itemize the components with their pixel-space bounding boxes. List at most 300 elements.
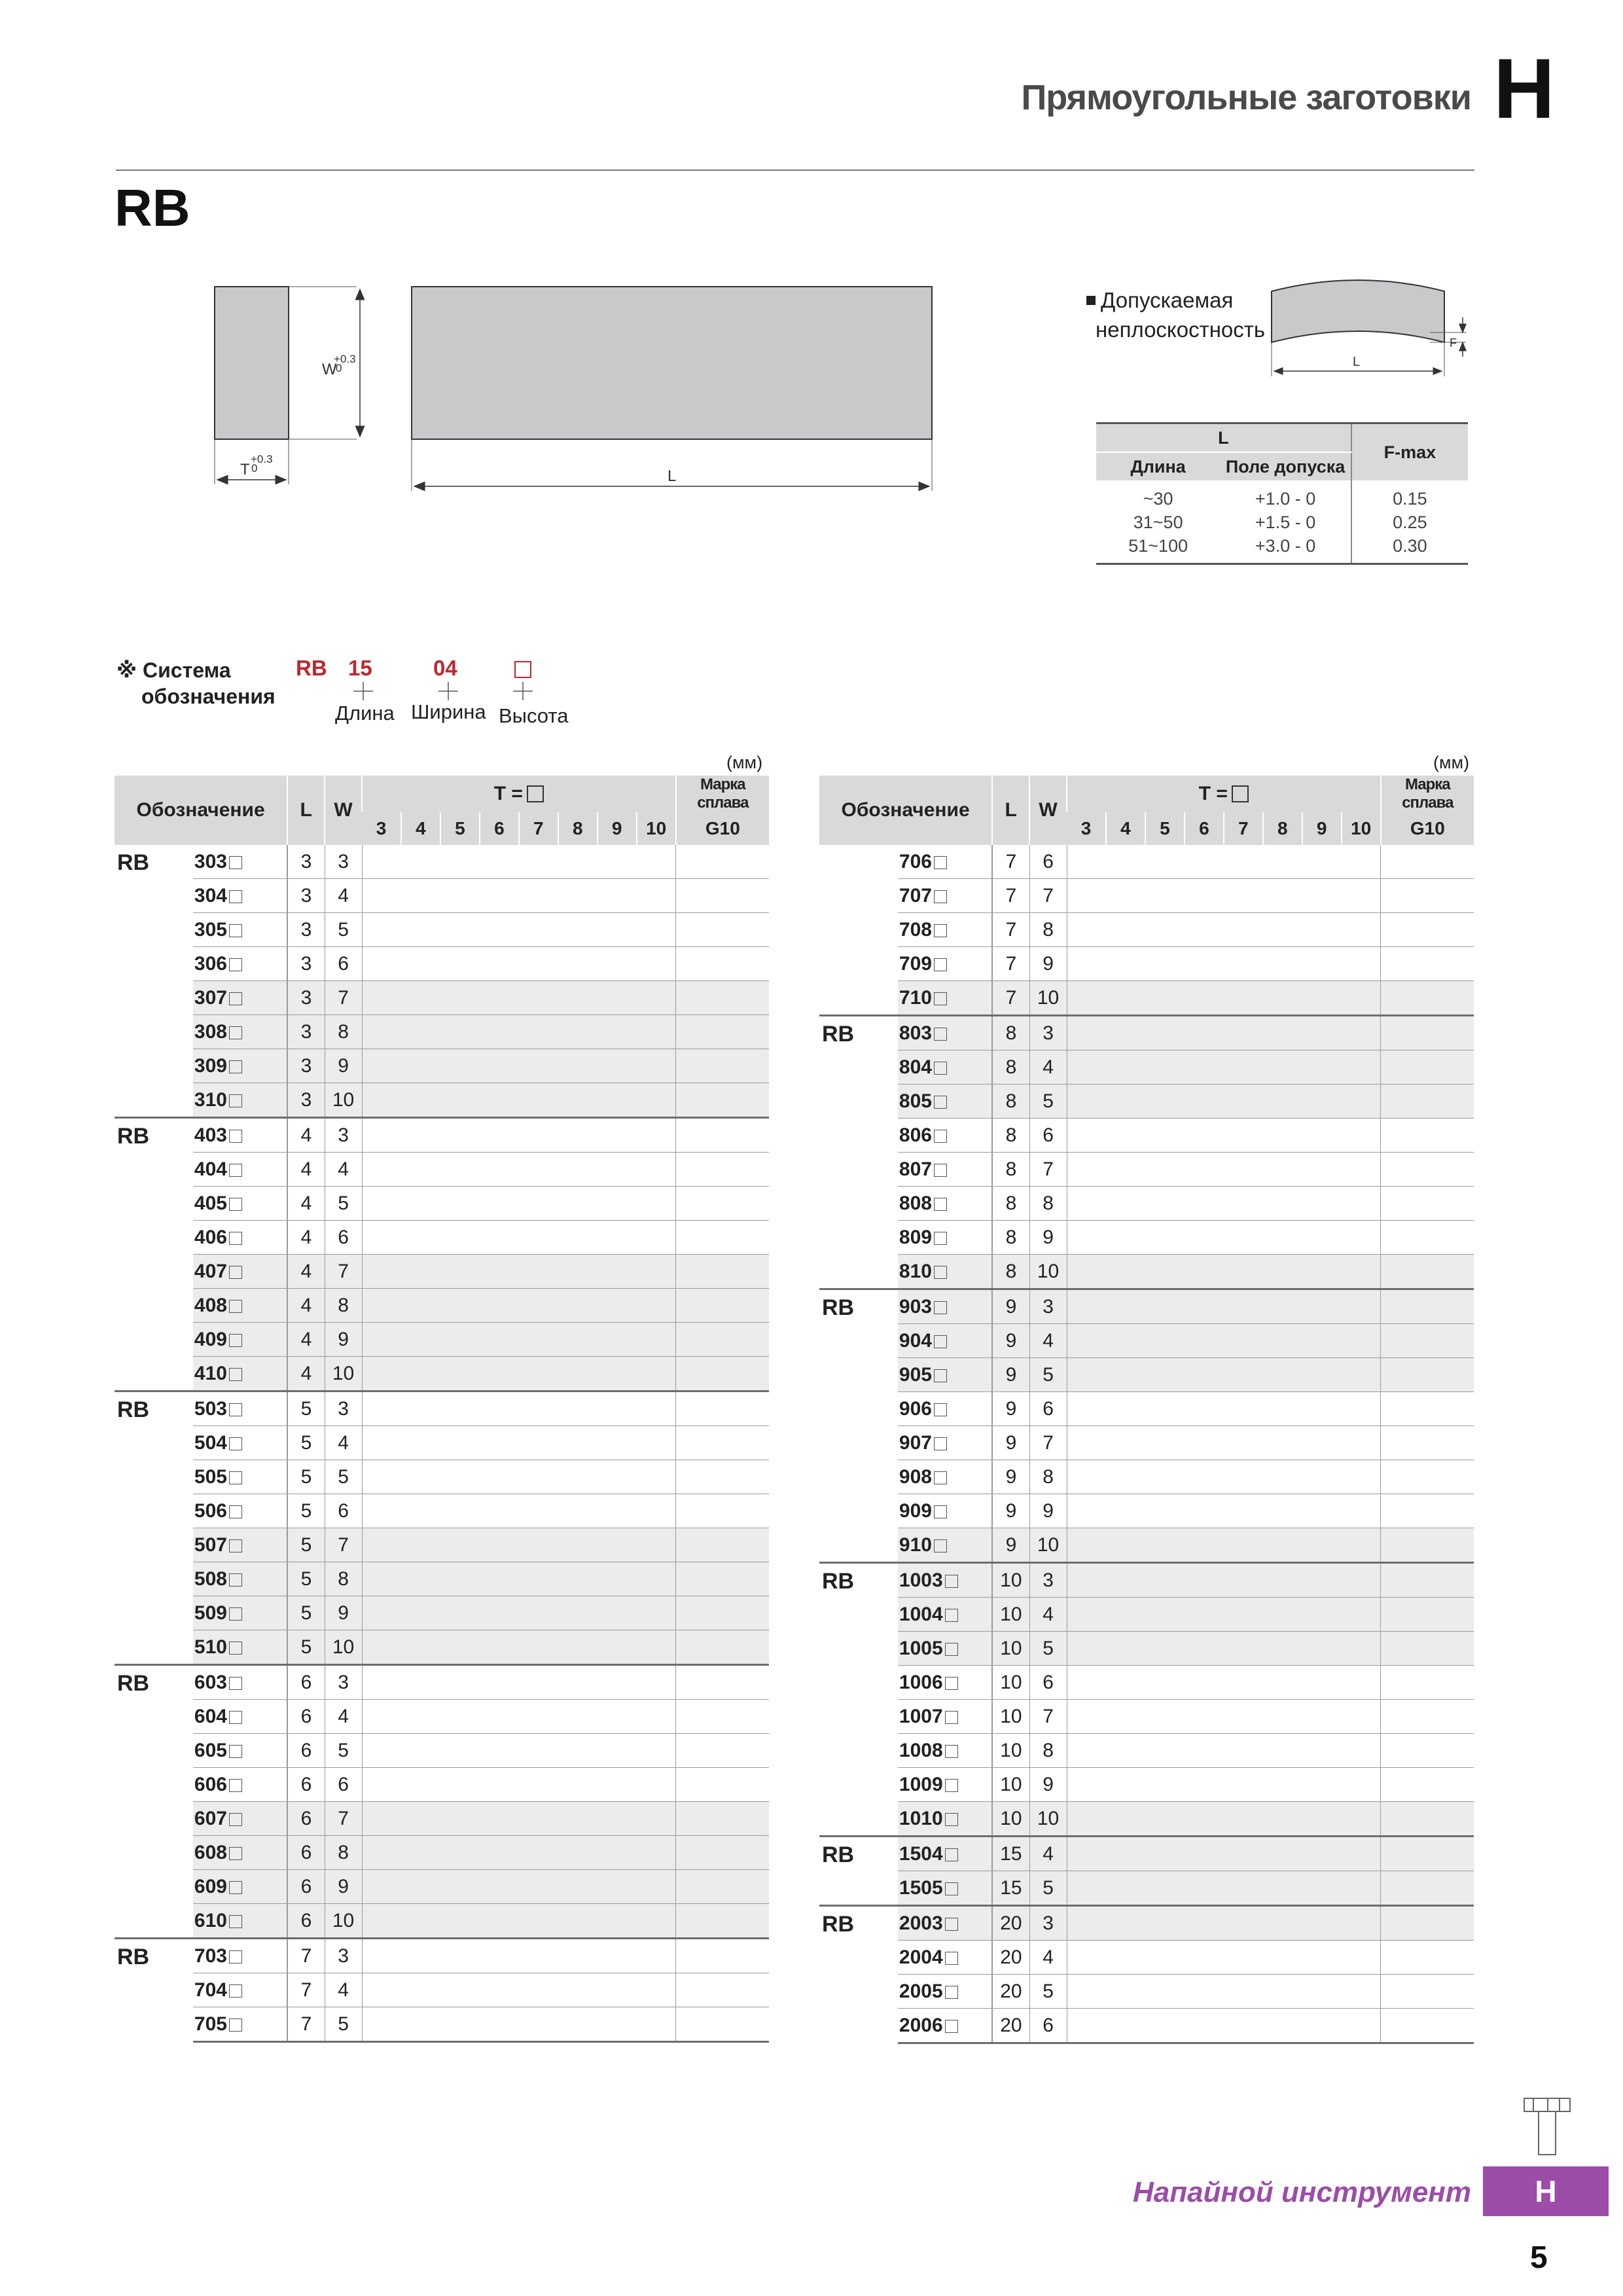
length-value: 4: [287, 1323, 325, 1357]
designation-label-width: Ширина: [411, 700, 486, 723]
tolerance-table: [1096, 422, 1468, 565]
grade-cell: [676, 1904, 769, 1939]
designation-code: 1008: [898, 1734, 992, 1768]
thickness-cell: [1067, 1906, 1381, 1941]
width-value: 4: [1029, 1050, 1067, 1085]
placeholder-box-icon: [1232, 785, 1249, 802]
length-value: 8: [992, 1050, 1029, 1085]
thickness-cell: [362, 913, 676, 947]
table-row: [115, 1289, 769, 1323]
table-row: [115, 1118, 769, 1153]
thickness-cell: [362, 879, 676, 913]
length-value: 10: [992, 1563, 1029, 1598]
width-value: 5: [325, 913, 362, 947]
thickness-cell: [362, 845, 676, 879]
designation-height-box: [514, 661, 531, 678]
grade-cell: [676, 1562, 769, 1596]
placeholder-box-icon: [945, 1952, 958, 1965]
width-value: 6: [1029, 1392, 1067, 1426]
grade-cell: [1381, 1392, 1474, 1426]
table-row: [115, 1083, 769, 1118]
length-value: 10: [992, 1802, 1029, 1837]
width-value: 8: [1029, 913, 1067, 947]
length-value: 8: [992, 1187, 1029, 1221]
designation-header: Обозначение: [115, 776, 287, 845]
grade-cell: [1381, 1016, 1474, 1050]
placeholder-box-icon: [229, 1847, 242, 1860]
designation-code: 704: [193, 1973, 287, 2007]
width-value: 5: [325, 1187, 362, 1221]
grade-cell: [1381, 913, 1474, 947]
designation-code: 407: [193, 1255, 287, 1289]
length-value: 20: [992, 1906, 1029, 1941]
length-value: 15: [992, 1871, 1029, 1906]
length-value: 15: [992, 1837, 1029, 1871]
grade-cell: [676, 1734, 769, 1768]
length-value: 9: [992, 1324, 1029, 1358]
length-value: 6: [287, 1734, 325, 1768]
series-group-label: RB: [115, 1939, 193, 2042]
width-value: 7: [1029, 1153, 1067, 1187]
grade-cell: [1381, 1119, 1474, 1153]
width-value: 8: [325, 1836, 362, 1870]
table-row: [115, 1870, 769, 1904]
thickness-cell: [1067, 1016, 1381, 1050]
placeholder-box-icon: [229, 1060, 242, 1073]
designation-code: 310: [193, 1083, 287, 1118]
placeholder-box-icon: [934, 1335, 947, 1348]
thickness-cell: [1067, 1460, 1381, 1494]
series-group-label: RB: [819, 1289, 898, 1563]
length-value: 7: [992, 879, 1029, 913]
grade-cell: [1381, 1187, 1474, 1221]
section-letter: H: [1493, 41, 1555, 136]
placeholder-box-icon: [945, 1813, 958, 1826]
table-row: [819, 1119, 1474, 1153]
table-row: [819, 913, 1474, 947]
table-row: [115, 1836, 769, 1870]
thickness-cell: [362, 947, 676, 981]
table-row: [115, 1323, 769, 1357]
table-row: [115, 1630, 769, 1665]
table-row: [819, 1494, 1474, 1528]
designation-code: 706: [898, 845, 992, 879]
series-group-label: RB: [115, 1391, 193, 1665]
grade-cell: [676, 1939, 769, 1973]
width-value: 9: [1029, 1494, 1067, 1528]
grade-header: Марка сплава: [1381, 776, 1474, 812]
placeholder-box-icon: [934, 1437, 947, 1450]
width-value: 7: [325, 1528, 362, 1562]
thickness-cell: [362, 1426, 676, 1460]
width-value: 7: [1029, 1426, 1067, 1460]
table-row: [115, 879, 769, 913]
grade-cell: [1381, 947, 1474, 981]
placeholder-box-icon: [934, 958, 947, 971]
thickness-header: T =: [362, 776, 676, 812]
designation-code: 808: [898, 1187, 992, 1221]
table-row: [115, 913, 769, 947]
table-row: [115, 1187, 769, 1221]
grade-cell: [1381, 1598, 1474, 1632]
flatness-l-label: L: [1353, 355, 1361, 369]
thickness-cell: [1067, 1700, 1381, 1734]
thickness-cell: [1067, 845, 1381, 879]
thickness-cell: [1067, 1802, 1381, 1837]
footer-catalog-name: Напайной инструмент: [1133, 2176, 1471, 2208]
width-value: 7: [1029, 1700, 1067, 1734]
placeholder-box-icon: [934, 1164, 947, 1177]
length-value: 3: [287, 879, 325, 913]
thickness-cell: [1067, 1358, 1381, 1392]
table-row: [115, 845, 769, 879]
placeholder-box-icon: [527, 785, 544, 802]
grade-cell: [1381, 879, 1474, 913]
designation-code: 508: [193, 1562, 287, 1596]
placeholder-box-icon: [229, 958, 242, 971]
table-row: [115, 1391, 769, 1426]
table-row: [819, 1632, 1474, 1666]
placeholder-box-icon: [934, 924, 947, 937]
document-code: RB: [115, 179, 190, 237]
thickness-cell: [1067, 1598, 1381, 1632]
placeholder-box-icon: [229, 856, 242, 869]
table-row: [115, 1939, 769, 1973]
thickness-col-7: 7: [1224, 812, 1263, 845]
table-row: [115, 1357, 769, 1391]
width-value: 10: [325, 1904, 362, 1939]
tolerance-row: ~30 +1.0 - 0 0.15: [1096, 480, 1468, 511]
thickness-cell: [362, 1665, 676, 1700]
grade-cell: [676, 1426, 769, 1460]
length-value: 9: [992, 1528, 1029, 1563]
page-header-title: Прямоугольные заготовки: [1021, 78, 1471, 117]
length-value: 7: [287, 1973, 325, 2007]
thickness-cell: [362, 1870, 676, 1904]
designation-code: 708: [898, 913, 992, 947]
grade-cell: [1381, 1528, 1474, 1563]
grade-cell: [1381, 1255, 1474, 1289]
grade-cell: [676, 1836, 769, 1870]
thickness-cell: [362, 1768, 676, 1802]
thickness-cell: [1067, 2009, 1381, 2043]
placeholder-box-icon: [229, 1232, 242, 1245]
bent-blank-shape: [1272, 280, 1444, 342]
placeholder-box-icon: [945, 1745, 958, 1758]
thickness-cell: [1067, 1153, 1381, 1187]
thickness-col-8: 8: [558, 812, 597, 845]
placeholder-box-icon: [229, 1334, 242, 1347]
grade-cell: [1381, 981, 1474, 1016]
designation-code: 909: [898, 1494, 992, 1528]
w-header: W: [325, 776, 362, 845]
length-value: 4: [287, 1255, 325, 1289]
thickness-col-8: 8: [1263, 812, 1302, 845]
width-value: 5: [1029, 1632, 1067, 1666]
length-value: 8: [992, 1153, 1029, 1187]
grade-cell: [1381, 1975, 1474, 2009]
length-value: 5: [287, 1596, 325, 1630]
designation-code: 804: [898, 1050, 992, 1085]
designation-code: 303: [193, 845, 287, 879]
grade-cell: [676, 1083, 769, 1118]
grade-cell: [1381, 1768, 1474, 1802]
footer-section-tab: H: [1483, 2166, 1609, 2216]
designation-code: 607: [193, 1802, 287, 1836]
designation-code: 906: [898, 1392, 992, 1426]
length-value: 5: [287, 1426, 325, 1460]
width-value: 10: [1029, 1528, 1067, 1563]
grade-cell: [1381, 1563, 1474, 1598]
thickness-cell: [362, 1153, 676, 1187]
designation-code: 1003: [898, 1563, 992, 1598]
table-row: [819, 1255, 1474, 1289]
width-value: 9: [325, 1870, 362, 1904]
width-value: 6: [325, 1494, 362, 1528]
table-row: [115, 1153, 769, 1187]
thickness-cell: [1067, 1324, 1381, 1358]
placeholder-box-icon: [945, 1575, 958, 1588]
designation-code: 307: [193, 981, 287, 1015]
thickness-col-4: 4: [401, 812, 440, 845]
length-value: 3: [287, 981, 325, 1015]
width-value: 4: [1029, 1941, 1067, 1975]
placeholder-box-icon: [934, 1028, 947, 1041]
grade-cell: [1381, 1153, 1474, 1187]
length-value: 9: [992, 1494, 1029, 1528]
placeholder-box-icon: [229, 1094, 242, 1107]
designation-code: 2005: [898, 1975, 992, 2009]
thickness-cell: [362, 1630, 676, 1665]
designation-code: 809: [898, 1221, 992, 1255]
placeholder-box-icon: [934, 1062, 947, 1075]
end-view-rect: [215, 287, 289, 439]
grade-cell: [1381, 1221, 1474, 1255]
w-header: W: [1029, 776, 1067, 845]
length-value: 4: [287, 1118, 325, 1153]
grade-cell: [1381, 1871, 1474, 1906]
thickness-cell: [1067, 1255, 1381, 1289]
thickness-cell: [362, 1836, 676, 1870]
width-value: 7: [325, 1802, 362, 1836]
width-value: 6: [1029, 1666, 1067, 1700]
width-value: 3: [325, 1665, 362, 1700]
designation-code: 606: [193, 1768, 287, 1802]
table-row: [819, 1666, 1474, 1700]
width-value: 4: [1029, 1598, 1067, 1632]
grade-cell: [1381, 1050, 1474, 1085]
designation-code: 308: [193, 1015, 287, 1049]
table-row: [819, 1734, 1474, 1768]
length-value: 3: [287, 845, 325, 879]
length-value: 7: [287, 2007, 325, 2042]
designation-code: 503: [193, 1391, 287, 1426]
designation-code: 405: [193, 1187, 287, 1221]
t-tolerance-lower: 0: [251, 462, 258, 475]
table-row: [819, 1837, 1474, 1871]
length-value: 7: [992, 947, 1029, 981]
designation-code: 510: [193, 1630, 287, 1665]
thickness-col-6: 6: [1185, 812, 1224, 845]
grade-col-g10: G10: [1381, 812, 1474, 845]
designation-width-code: 04: [433, 656, 457, 680]
designation-code: 2006: [898, 2009, 992, 2043]
designation-code: 603: [193, 1665, 287, 1700]
designation-label-length: Длина: [335, 702, 395, 725]
length-value: 5: [287, 1528, 325, 1562]
width-value: 4: [325, 879, 362, 913]
grade-cell: [1381, 2009, 1474, 2043]
designation-code: 507: [193, 1528, 287, 1562]
grade-cell: [1381, 1460, 1474, 1494]
width-value: 10: [325, 1357, 362, 1391]
series-group-label: RB: [819, 1563, 898, 1837]
tolerance-l-header: L: [1096, 423, 1351, 453]
placeholder-box-icon: [934, 1403, 947, 1416]
grade-cell: [1381, 1494, 1474, 1528]
length-value: 6: [287, 1802, 325, 1836]
grade-cell: [676, 1118, 769, 1153]
placeholder-box-icon: [229, 1641, 242, 1655]
flatness-diagram: [1266, 272, 1476, 383]
length-value: 4: [287, 1187, 325, 1221]
w-tolerance-lower: 0: [336, 362, 342, 374]
thickness-cell: [1067, 1975, 1381, 2009]
grade-cell: [1381, 1632, 1474, 1666]
width-value: 9: [325, 1596, 362, 1630]
table-row: [115, 1049, 769, 1083]
thickness-cell: [1067, 913, 1381, 947]
thickness-cell: [1067, 1734, 1381, 1768]
length-value: 8: [992, 1221, 1029, 1255]
series-group-label: RB: [819, 1906, 898, 2043]
length-value: 10: [992, 1734, 1029, 1768]
designation-code: 610: [193, 1904, 287, 1939]
placeholder-box-icon: [229, 1539, 242, 1552]
designation-code: 703: [193, 1939, 287, 1973]
width-value: 8: [1029, 1734, 1067, 1768]
placeholder-box-icon: [945, 1677, 958, 1690]
table-row: [115, 1015, 769, 1049]
grade-cell: [676, 1323, 769, 1357]
thickness-cell: [1067, 1563, 1381, 1598]
table-row: [819, 981, 1474, 1016]
placeholder-box-icon: [229, 1368, 242, 1381]
width-value: 7: [325, 981, 362, 1015]
grade-cell: [1381, 1426, 1474, 1460]
placeholder-box-icon: [229, 1403, 242, 1416]
flatness-note-line2: неплоскостность: [1096, 317, 1266, 342]
width-value: 9: [1029, 1221, 1067, 1255]
blanks-table-left-wrap: [115, 776, 769, 2043]
length-value: 9: [992, 1392, 1029, 1426]
thickness-cell: [362, 1118, 676, 1153]
width-value: 3: [1029, 1016, 1067, 1050]
thickness-cell: [1067, 1187, 1381, 1221]
placeholder-box-icon: [229, 1573, 242, 1587]
thickness-cell: [362, 1015, 676, 1049]
grade-cell: [1381, 1666, 1474, 1700]
table-row: [819, 1700, 1474, 1734]
thickness-col-6: 6: [480, 812, 519, 845]
designation-code: 409: [193, 1323, 287, 1357]
table-row: [819, 1460, 1474, 1494]
table-row: [819, 1528, 1474, 1563]
thickness-cell: [1067, 1050, 1381, 1085]
designation-label-height: Высота: [499, 704, 569, 727]
table-row: [819, 1358, 1474, 1392]
placeholder-box-icon: [934, 1266, 947, 1279]
l-dimension-label: L: [668, 467, 677, 485]
grade-cell: [1381, 1941, 1474, 1975]
placeholder-box-icon: [945, 1848, 958, 1861]
designation-code: 506: [193, 1494, 287, 1528]
bullet-square-icon: [1086, 296, 1096, 305]
table-row: [115, 1255, 769, 1289]
width-value: 9: [325, 1049, 362, 1083]
table-row: [819, 1085, 1474, 1119]
placeholder-box-icon: [934, 1505, 947, 1518]
length-value: 10: [992, 1666, 1029, 1700]
table-row: [819, 1324, 1474, 1358]
designation-header: Обозначение: [819, 776, 992, 845]
length-value: 5: [287, 1391, 325, 1426]
table-row: [115, 1768, 769, 1802]
thickness-cell: [362, 1083, 676, 1118]
placeholder-box-icon: [229, 1130, 242, 1143]
designation-code: 904: [898, 1324, 992, 1358]
thickness-cell: [362, 1357, 676, 1391]
table-row: [115, 1221, 769, 1255]
designation-code: 1007: [898, 1700, 992, 1734]
thickness-cell: [362, 1323, 676, 1357]
width-value: 9: [1029, 947, 1067, 981]
grade-cell: [1381, 1734, 1474, 1768]
length-value: 6: [287, 1870, 325, 1904]
width-value: 10: [1029, 981, 1067, 1016]
width-value: 4: [1029, 1324, 1067, 1358]
designation-code: 903: [898, 1289, 992, 1324]
designation-code: 709: [898, 947, 992, 981]
width-value: 8: [1029, 1460, 1067, 1494]
grade-cell: [676, 1802, 769, 1836]
series-group-label: RB: [115, 1665, 193, 1939]
length-value: 8: [992, 1119, 1029, 1153]
thickness-col-5: 5: [440, 812, 480, 845]
units-label-right: (мм): [1433, 753, 1470, 772]
designation-code: 1004: [898, 1598, 992, 1632]
grade-cell: [676, 1357, 769, 1391]
thickness-cell: [362, 1289, 676, 1323]
designation-length-code: 15: [348, 656, 372, 680]
grade-cell: [676, 1015, 769, 1049]
table-row: [819, 2009, 1474, 2043]
table-row: [819, 1426, 1474, 1460]
page-number: 5: [1530, 2240, 1548, 2275]
designation-code: 504: [193, 1426, 287, 1460]
fmax-header: F-max: [1351, 423, 1468, 481]
thickness-cell: [362, 1528, 676, 1562]
designation-code: 908: [898, 1460, 992, 1494]
placeholder-box-icon: [934, 890, 947, 903]
side-view-rect: [412, 287, 932, 439]
width-value: 6: [325, 947, 362, 981]
length-header: Длина: [1096, 452, 1220, 480]
length-value: 20: [992, 2009, 1029, 2043]
length-value: 10: [992, 1768, 1029, 1802]
thickness-cell: [1067, 1768, 1381, 1802]
designation-code: 608: [193, 1836, 287, 1870]
